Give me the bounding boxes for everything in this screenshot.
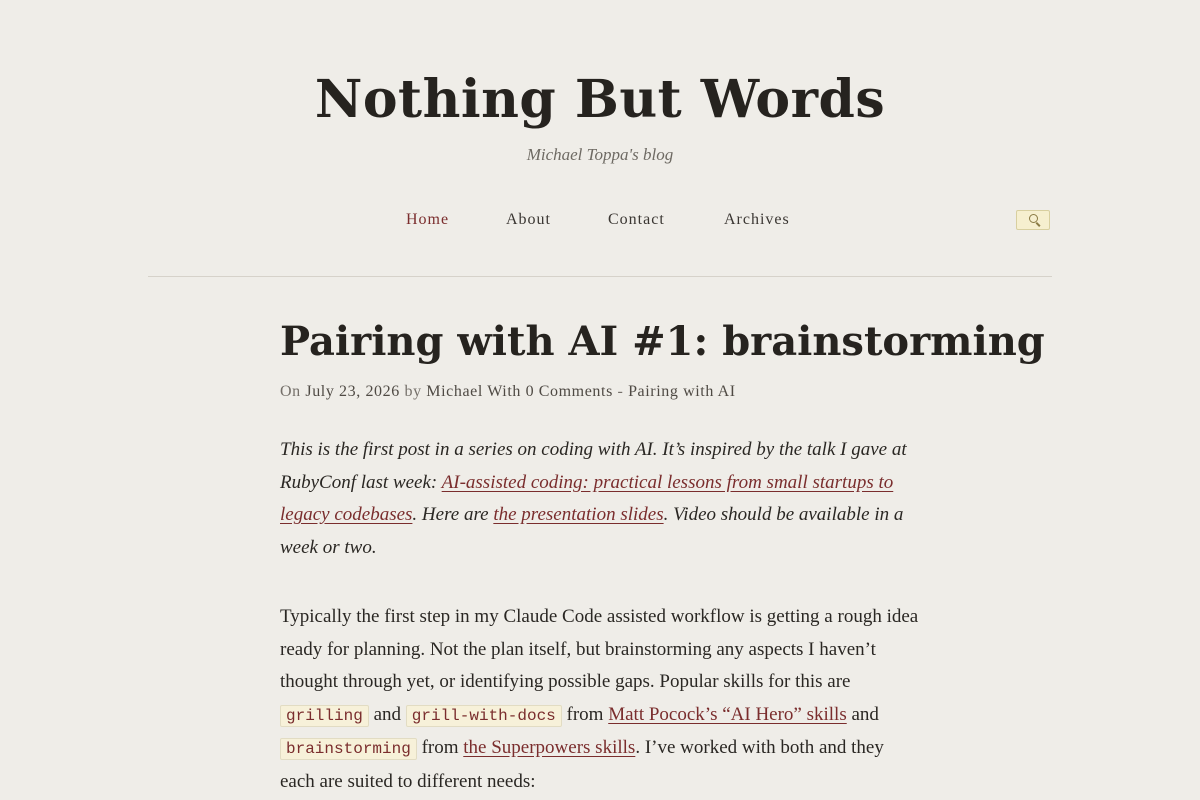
meta-by: by bbox=[404, 383, 422, 400]
slides-link[interactable]: the presentation slides bbox=[493, 504, 664, 525]
post-category[interactable]: Pairing with AI bbox=[628, 383, 736, 400]
nav-item-about[interactable]: About bbox=[506, 211, 551, 228]
body-text: Typically the first step in my Claude Code assisted workflow is getting a rough idea ready for planning. Not the plan itself, but brainstorming any aspects I haven’t thought through yet, or identifying possible gaps. Popular skills for this are bbox=[280, 606, 919, 692]
nav-item-archives[interactable]: Archives bbox=[724, 211, 790, 228]
post-author[interactable]: Michael bbox=[426, 383, 483, 400]
header-divider bbox=[148, 276, 1052, 277]
meta-prefix: On bbox=[280, 383, 301, 400]
talk-link[interactable]: AI-assisted coding: practical lessons from small startups to legacy codebases bbox=[280, 471, 894, 525]
intro-text: . Here are bbox=[412, 504, 494, 525]
ai-hero-link[interactable]: Matt Pocock’s “AI Hero” skills bbox=[608, 703, 847, 725]
code-brainstorming: brainstorming bbox=[280, 738, 417, 760]
meta-separator: - bbox=[617, 383, 624, 400]
intro-paragraph bbox=[280, 434, 920, 564]
body-text: from bbox=[561, 703, 609, 725]
body-text: and bbox=[846, 703, 879, 725]
post-meta bbox=[280, 381, 736, 403]
nav-item-home[interactable]: Home bbox=[406, 211, 450, 228]
search-icon bbox=[1029, 214, 1038, 223]
code-grill-with-docs: grill-with-docs bbox=[406, 705, 562, 727]
intro-text: This is the first post in a series on coding with AI. It’s inspired by the talk I gave at RubyConf last week: bbox=[280, 439, 907, 493]
post-comments[interactable]: With 0 Comments bbox=[487, 383, 613, 400]
body-text: . I’ve worked with both and they each are suited to different needs: bbox=[280, 737, 884, 792]
post-title[interactable]: Pairing with AI #1: brainstorming bbox=[280, 318, 1045, 365]
site-title[interactable]: Nothing But Words bbox=[314, 69, 886, 130]
site-tagline: Michael Toppa's blog bbox=[526, 145, 674, 164]
body-text: from bbox=[416, 737, 464, 758]
superpowers-link[interactable]: the Superpowers skills bbox=[463, 737, 636, 758]
body-paragraph bbox=[280, 601, 920, 798]
post-date[interactable]: July 23, 2026 bbox=[305, 383, 400, 400]
intro-text: . Video should be available in a week or two. bbox=[280, 504, 904, 558]
nav-item-contact[interactable]: Contact bbox=[608, 211, 665, 228]
code-grilling: grilling bbox=[280, 705, 369, 727]
search-button[interactable] bbox=[1016, 210, 1050, 230]
body-text: and bbox=[368, 703, 406, 725]
post-content bbox=[280, 434, 920, 798]
